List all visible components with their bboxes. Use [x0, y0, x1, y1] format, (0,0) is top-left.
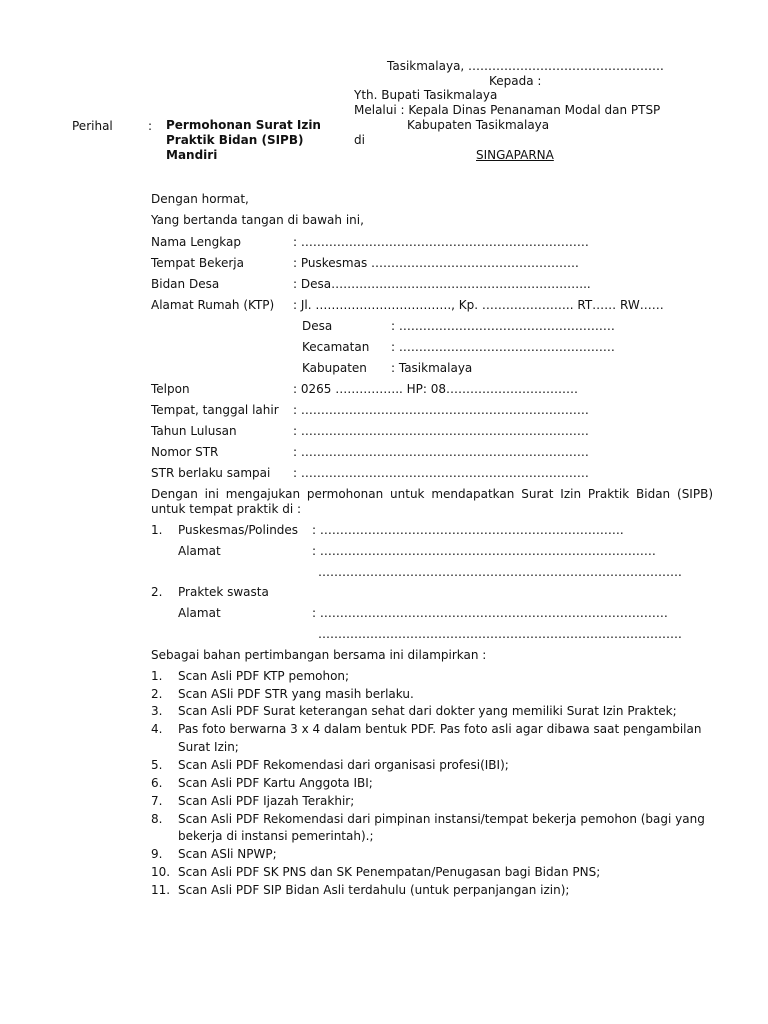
- place-label-alamat-1: Alamat: [178, 544, 221, 558]
- attachment-text: Scan Asli PDF Surat keterangan sehat dari dokter yang memiliki Surat Izin Praktek;: [178, 704, 677, 718]
- field-value-str-number: : ………………………………………………………………: [293, 445, 589, 459]
- kepada-label: Kepada :: [489, 74, 542, 88]
- field-label-address: Alamat Rumah (KTP): [151, 298, 275, 312]
- place-value-alamat-1: : …………………………………………………………………………: [312, 544, 656, 558]
- attachment-text: Scan Asli PDF KTP pemohon;: [178, 669, 350, 683]
- field-value-workplace: : Puskesmas …………………………………………….: [293, 256, 579, 270]
- field-label-birth: Tempat, tanggal lahir: [151, 403, 279, 417]
- address-sub-label-kecamatan: Kecamatan: [302, 340, 370, 354]
- field-label-phone: Telpon: [151, 382, 190, 396]
- attachment-number: 10.: [151, 865, 171, 879]
- request-paragraph: Dengan ini mengajukan permohonan untuk mendapatkan Surat Izin Praktik Bidan (SIPB) untuk tempat praktik di :: [151, 487, 713, 516]
- perihal-label: Perihal: [72, 119, 113, 133]
- field-label-graduation: Tahun Lulusan: [151, 424, 237, 438]
- greeting: Dengan hormat,: [151, 192, 249, 206]
- attachment-number: 1.: [151, 669, 163, 683]
- recipient-line: Yth. Bupati Tasikmalaya: [354, 88, 498, 102]
- attachment-text: Scan Asli PDF SIP Bidan Asli terdahulu (untuk perpanjangan izin);: [178, 883, 570, 897]
- place-label-private: Praktek swasta: [178, 585, 269, 599]
- place-value-alamat-2: : ……………………………………………………………………………: [312, 606, 668, 620]
- field-value-phone: : 0265 …………….. HP: 08……………………………: [293, 382, 579, 396]
- place-label-puskesmas: Puskesmas/Polindes: [178, 523, 299, 537]
- attachment-number: 7.: [151, 794, 163, 808]
- attachment-text: Scan ASli NPWP;: [178, 847, 277, 861]
- attachment-number: 2.: [151, 687, 163, 701]
- perihal-line-1: Permohonan Surat Izin: [166, 118, 321, 132]
- attachment-number: 9.: [151, 847, 163, 861]
- attachment-number: 8.: [151, 812, 163, 826]
- place-label-alamat-2: Alamat: [178, 606, 221, 620]
- field-label-str-valid: STR berlaku sampai: [151, 466, 271, 480]
- city-name: SINGAPARNA: [476, 148, 554, 162]
- attachment-text: Scan ASli PDF STR yang masih berlaku.: [178, 687, 414, 701]
- di-label: di: [354, 133, 365, 147]
- field-value-address: : Jl. ……………………………., Kp. ………………….. RT…… RW……: [293, 298, 664, 312]
- attachment-text: Scan Asli PDF Rekomendasi dari organisasi profesi(IBI);: [178, 758, 509, 772]
- attachment-text: Pas foto berwarna 3 x 4 dalam bentuk PDF. Pas foto asli agar dibawa saat pengambilan: [178, 722, 702, 736]
- attachment-text-cont: Surat Izin;: [178, 740, 239, 754]
- attachment-text: Scan Asli PDF SK PNS dan SK Penempatan/Penugasan bagi Bidan PNS;: [178, 865, 601, 879]
- attachment-number: 3.: [151, 704, 163, 718]
- intro-line: Yang bertanda tangan di bawah ini,: [151, 213, 364, 227]
- field-value-name: : ………………………………………………………………: [293, 235, 589, 249]
- address-sub-value-kecamatan: : ………………………………………………: [391, 340, 615, 354]
- attachment-text-cont: bekerja di instansi pemerintah).;: [178, 829, 374, 843]
- attachment-number: 5.: [151, 758, 163, 772]
- attachment-number: 6.: [151, 776, 163, 790]
- address-sub-value-kabupaten: : Tasikmalaya: [391, 361, 473, 375]
- field-value-birth: : ………………………………………………………………: [293, 403, 589, 417]
- attachment-text: Scan Asli PDF Rekomendasi dari pimpinan instansi/tempat bekerja pemohon (bagi yang: [178, 812, 705, 826]
- perihal-colon: :: [148, 119, 153, 133]
- attachment-text: Scan Asli PDF Ijazah Terakhir;: [178, 794, 355, 808]
- field-label-name: Nama Lengkap: [151, 235, 241, 249]
- field-label-workplace: Tempat Bekerja: [151, 256, 244, 270]
- kabupaten-line: Kabupaten Tasikmalaya: [407, 118, 550, 132]
- field-value-str-valid: : ………………………………………………………………: [293, 466, 589, 480]
- field-value-village-midwife: : Desa………………………………………………………..: [293, 277, 591, 291]
- address-sub-label-kabupaten: Kabupaten: [302, 361, 367, 375]
- place-number-1: 1.: [151, 523, 163, 537]
- place-value-puskesmas: : ………………………………………………………………….: [312, 523, 624, 537]
- place-date: Tasikmalaya, ………………………………………….: [387, 59, 664, 73]
- field-value-graduation: : ………………………………………………………………: [293, 424, 589, 438]
- via-line: Melalui : Kepala Dinas Penanaman Modal dan PTSP: [354, 103, 661, 117]
- place-number-2: 2.: [151, 585, 163, 599]
- perihal-line-3: Mandiri: [166, 148, 218, 162]
- place-alamat-2-cont: ……………………………………………………………………………….: [318, 627, 682, 641]
- field-label-village-midwife: Bidan Desa: [151, 277, 220, 291]
- attachments-intro: Sebagai bahan pertimbangan bersama ini dilampirkan :: [151, 648, 487, 662]
- attachment-number: 4.: [151, 722, 163, 736]
- perihal-line-2: Praktik Bidan (SIPB): [166, 133, 304, 147]
- address-sub-value-desa: : ………………………………………………: [391, 319, 615, 333]
- field-label-str-number: Nomor STR: [151, 445, 219, 459]
- attachment-number: 11.: [151, 883, 171, 897]
- attachment-text: Scan Asli PDF Kartu Anggota IBI;: [178, 776, 373, 790]
- address-sub-label-desa: Desa: [302, 319, 333, 333]
- place-alamat-1-cont: ……………………………………………………………………………….: [318, 565, 682, 579]
